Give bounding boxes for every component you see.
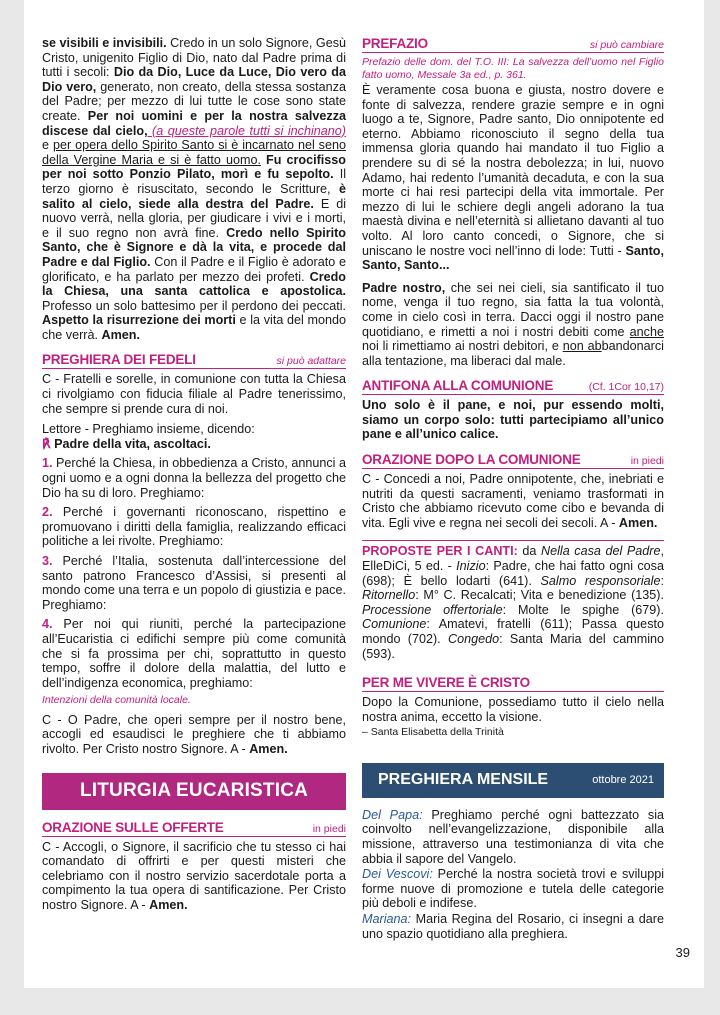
- canti-text: PROPOSTE PER I CANTI: da Nella casa del Padre, ElleDiCi, 5 ed. - Inizio: Padre, che hai fatto ogni cosa (698); È bello lodarti (641). Salmo responsoriale: Ritornello: M° C. Recalcati; Vita e benedizione (135). Processione offertoriale: Molte le spighe (679). Comunione: Amatevi, fratelli (611); Passa questo mondo (702). Congedo: Santa Maria del cammino (593).: [362, 540, 664, 661]
- liturgia-banner: LITURGIA EUCARISTICA: [42, 773, 346, 810]
- fedeli-response: ℟ Padre della vita, ascoltaci.: [42, 436, 211, 451]
- antifona-text: Uno solo è il pane, e noi, pur essendo molti, siamo un corpo solo: tutti partecipiamo all’unico pane e all’unico calice.: [362, 398, 664, 442]
- mensile-mariana: Mariana: Maria Regina del Rosario, ci insegni a dare uno spazio quotidiano alla preghiera.: [362, 912, 664, 941]
- fedeli-item: 1. Perché la Chiesa, in obbedienza a Cristo, annunci a ogni uomo e a ogni donna la bellezza del progetto che Dio ha su di loro. Preghiamo:: [42, 456, 346, 500]
- credo-text: se visibili e invisibili. Credo in un solo Signore, Gesù Cristo, unigenito Figlio di Dio, nato dal Padre prima di tutti i secoli: Dio da Dio, Luce da Luce, Dio vero da Dio vero, generato, non creato, della stessa sostanza del Padre; per mezzo di lui tutte le cose sono state create. Per noi uomini e per la nostra salvezza discese dal cielo, (a queste parole tutti si inchinano) e per opera dello Spirito Santo si è incarnato nel seno della Vergine Maria e si è fatto uomo. Fu crocifisso per noi sotto Ponzio Pilato, morì e fu sepolto. Il terzo giorno è risuscitato, secondo le Scritture, è salito al cielo, siede alla destra del Padre. E di nuovo verrà, nella gloria, per giudicare i vivi e i morti, e il suo regno non avrà fine. Credo nello Spirito Santo, che è Signore e dà la vita, e procede dal Padre e dal Figlio. Con il Padre e il Figlio è adorato e glorificato, e ha parlato per mezzo dei profeti. Credo la Chiesa, una santa cattolica e apostolica. Professo un solo battesimo per il perdono dei peccati. Aspetto la risurrezione dei morti e la vita del mondo che verrà. Amen.: [42, 36, 346, 342]
- fedeli-title: PREGHIERA DEI FEDELI: [42, 352, 196, 368]
- fedeli-item: 3. Perché l’Italia, sostenuta dall’intercessione del santo patrono Francesco d’Assisi, si presenti al mondo come una terra e un popolo di giustizia e pace. Preghiamo:: [42, 554, 346, 612]
- fedeli-intenzioni: Intenzioni della comunità locale.: [42, 694, 191, 707]
- right-column: [362, 36, 664, 941]
- fedeli-closing: C - O Padre, che operi sempre per il nostro bene, accogli ed esaudisci le preghiere che ti abbiamo rivolto. Per Cristo nostro Signore. A - Amen.: [42, 712, 346, 757]
- antifona-title: ANTIFONA ALLA COMUNIONE: [362, 378, 554, 394]
- dopo-title: ORAZIONE DOPO LA COMUNIONE: [362, 452, 581, 468]
- padre-nostro: Padre nostro, che sei nei cieli, sia santificato il tuo nome, venga il tuo regno, sia fatta la tua volontà, come in cielo così in terra. Dacci oggi il nostro pane quotidiano, e rimetti a noi i nostri debiti come anche noi li rimettiamo ai nostri debitori, e non abbandonarci alla tentazione, ma liberaci dal male.: [362, 280, 664, 368]
- response-symbol: ℟: [42, 436, 51, 451]
- fedeli-item: 4. Per noi qui riuniti, perché la partecipazione all’Eucaristia ci edifichi sempre più come comunità che si fa prossima per chi, soprattutto in questo tempo, soffre il dolore della malattia, del lutto e dell’indigenza economica, preghiamo:: [42, 617, 346, 690]
- mensile-title: PREGHIERA MENSILE: [378, 770, 549, 788]
- prefazio-text: È veramente cosa buona e giusta, nostro dovere e fonte di salvezza, rendere grazie sempre e in ogni luogo a te, Signore, Padre santo, Dio onnipotente ed eterno. Abbiamo riconosciuto il segno della tua immensa gloria quando hai mandato il tuo Figlio a prendere su di sé la nostra debolezza; in lui, nuovo Adamo, hai redento l’umanità decaduta, e con la sua morte ci hai resi partecipi della vita immortale. Per mezzo di lui le schiere degli angeli adorano la tua maestà divina e nell’eternità si allietano davanti al tuo volto. Al loro canto concedi, o Signore, che si uniscano le nostre voci nell’inno di lode: Tutti - Santo, Santo, Santo...: [362, 83, 664, 273]
- offerte-text: C - Accogli, o Signore, il sacrificio che tu stesso ci hai comandato di offrirti e per questi misteri che celebriamo con il nostro servizio sacerdotale porta a compimento la tua opera di santificazione. Per Cristo nostro Signore. A - Amen.: [42, 839, 346, 912]
- antifona-note: (Cf. 1Cor 10,17): [588, 381, 664, 394]
- mensile-papa: Del Papa: Preghiamo perché ogni battezzato sia coinvolto nell’evangelizzazione, disponibile alla missione, attraverso una testimonianza di vita che abbia il sapore del Vangelo.: [362, 807, 664, 866]
- vivere-text: Dopo la Comunione, possediamo tutto il cielo nella nostra anima, eccetto la visione.: [362, 695, 664, 724]
- mensile-date: ottobre 2021: [592, 773, 654, 786]
- fedeli-note: si può adattare: [276, 355, 346, 368]
- antifona-heading: [362, 378, 664, 395]
- fedeli-heading: [42, 352, 346, 369]
- prefazio-source: Prefazio delle dom. del T.O. III: La salvezza dell’uomo nel Figlio fatto uomo, Messale 3a ed., p. 361.: [362, 56, 664, 81]
- fedeli-items: [42, 456, 346, 690]
- left-column: [42, 36, 346, 913]
- dopo-note: in piedi: [630, 455, 664, 468]
- dopo-heading: [362, 452, 664, 469]
- offerte-note: in piedi: [312, 822, 346, 835]
- fedeli-item: 2. Perché i governanti riconoscano, rispettino e promuovano i diritti della famiglia, realizzando efficaci politiche a lei rivolte. Preghiamo:: [42, 505, 346, 549]
- preghiera-mensile-banner: [362, 763, 664, 798]
- prefazio-note: si può cambiare: [589, 39, 664, 51]
- dopo-text: C - Concedi a noi, Padre onnipotente, che, inebriati e nutriti da questi sacramenti, veniamo trasformati in Cristo che abbiamo ricevuto come cibo e bevanda di vita. Egli vive e regna nei secoli dei secoli. A - Amen.: [362, 472, 664, 530]
- vivere-author: – Santa Elisabetta della Trinità: [362, 726, 504, 739]
- offerte-heading: [42, 820, 346, 837]
- missal-page: [24, 0, 704, 988]
- fedeli-lettore: Lettore - Preghiamo insieme, dicendo:: [42, 422, 255, 437]
- page-number: 39: [675, 945, 690, 960]
- mensile-vescovi: Dei Vescovi: Perché la nostra società trovi e sviluppi forme nuove di promozione e tutela delle categorie più deboli e indifese.: [362, 867, 664, 911]
- prefazio-heading: [362, 36, 664, 53]
- vivere-heading: [362, 675, 664, 692]
- prefazio-title: PREFAZIO: [362, 36, 428, 51]
- vivere-title: PER ME VIVERE È CRISTO: [362, 675, 530, 691]
- fedeli-intro: C - Fratelli e sorelle, in comunione con tutta la Chiesa ci rivolgiamo con fiducia filiale al Padre tenerissimo, che sempre si prende cura di noi.: [42, 372, 346, 416]
- offerte-title: ORAZIONE SULLE OFFERTE: [42, 819, 224, 835]
